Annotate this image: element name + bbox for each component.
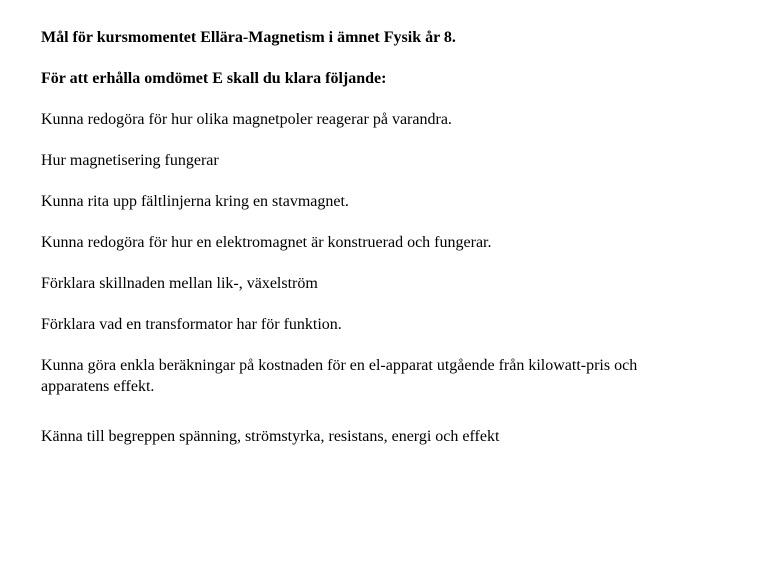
goal-item: Förklara vad en transformator har för funktion.: [41, 316, 342, 333]
goal-item: Hur magnetisering fungerar: [41, 152, 219, 169]
goal-item: Förklara skillnaden mellan lik-, växelström: [41, 275, 318, 292]
document-subtitle: För att erhålla omdömet E skall du klara följande:: [41, 70, 387, 87]
goal-item: Kunna redogöra för hur olika magnetpoler reagerar på varandra.: [41, 111, 452, 128]
goal-item: Kunna rita upp fältlinjerna kring en stavmagnet.: [41, 193, 349, 210]
goal-item: Kunna redogöra för hur en elektromagnet är konstruerad och fungerar.: [41, 234, 492, 251]
goal-item: Kunna göra enkla beräkningar på kostnaden för en el-apparat utgående från kilowatt-pris och apparatens effekt.: [41, 357, 638, 395]
goal-item: Känna till begreppen spänning, strömstyrka, resistans, energi och effekt: [41, 428, 500, 445]
document-title: Mål för kursmomentet Ellära-Magnetism i ämnet Fysik år 8.: [41, 29, 456, 46]
